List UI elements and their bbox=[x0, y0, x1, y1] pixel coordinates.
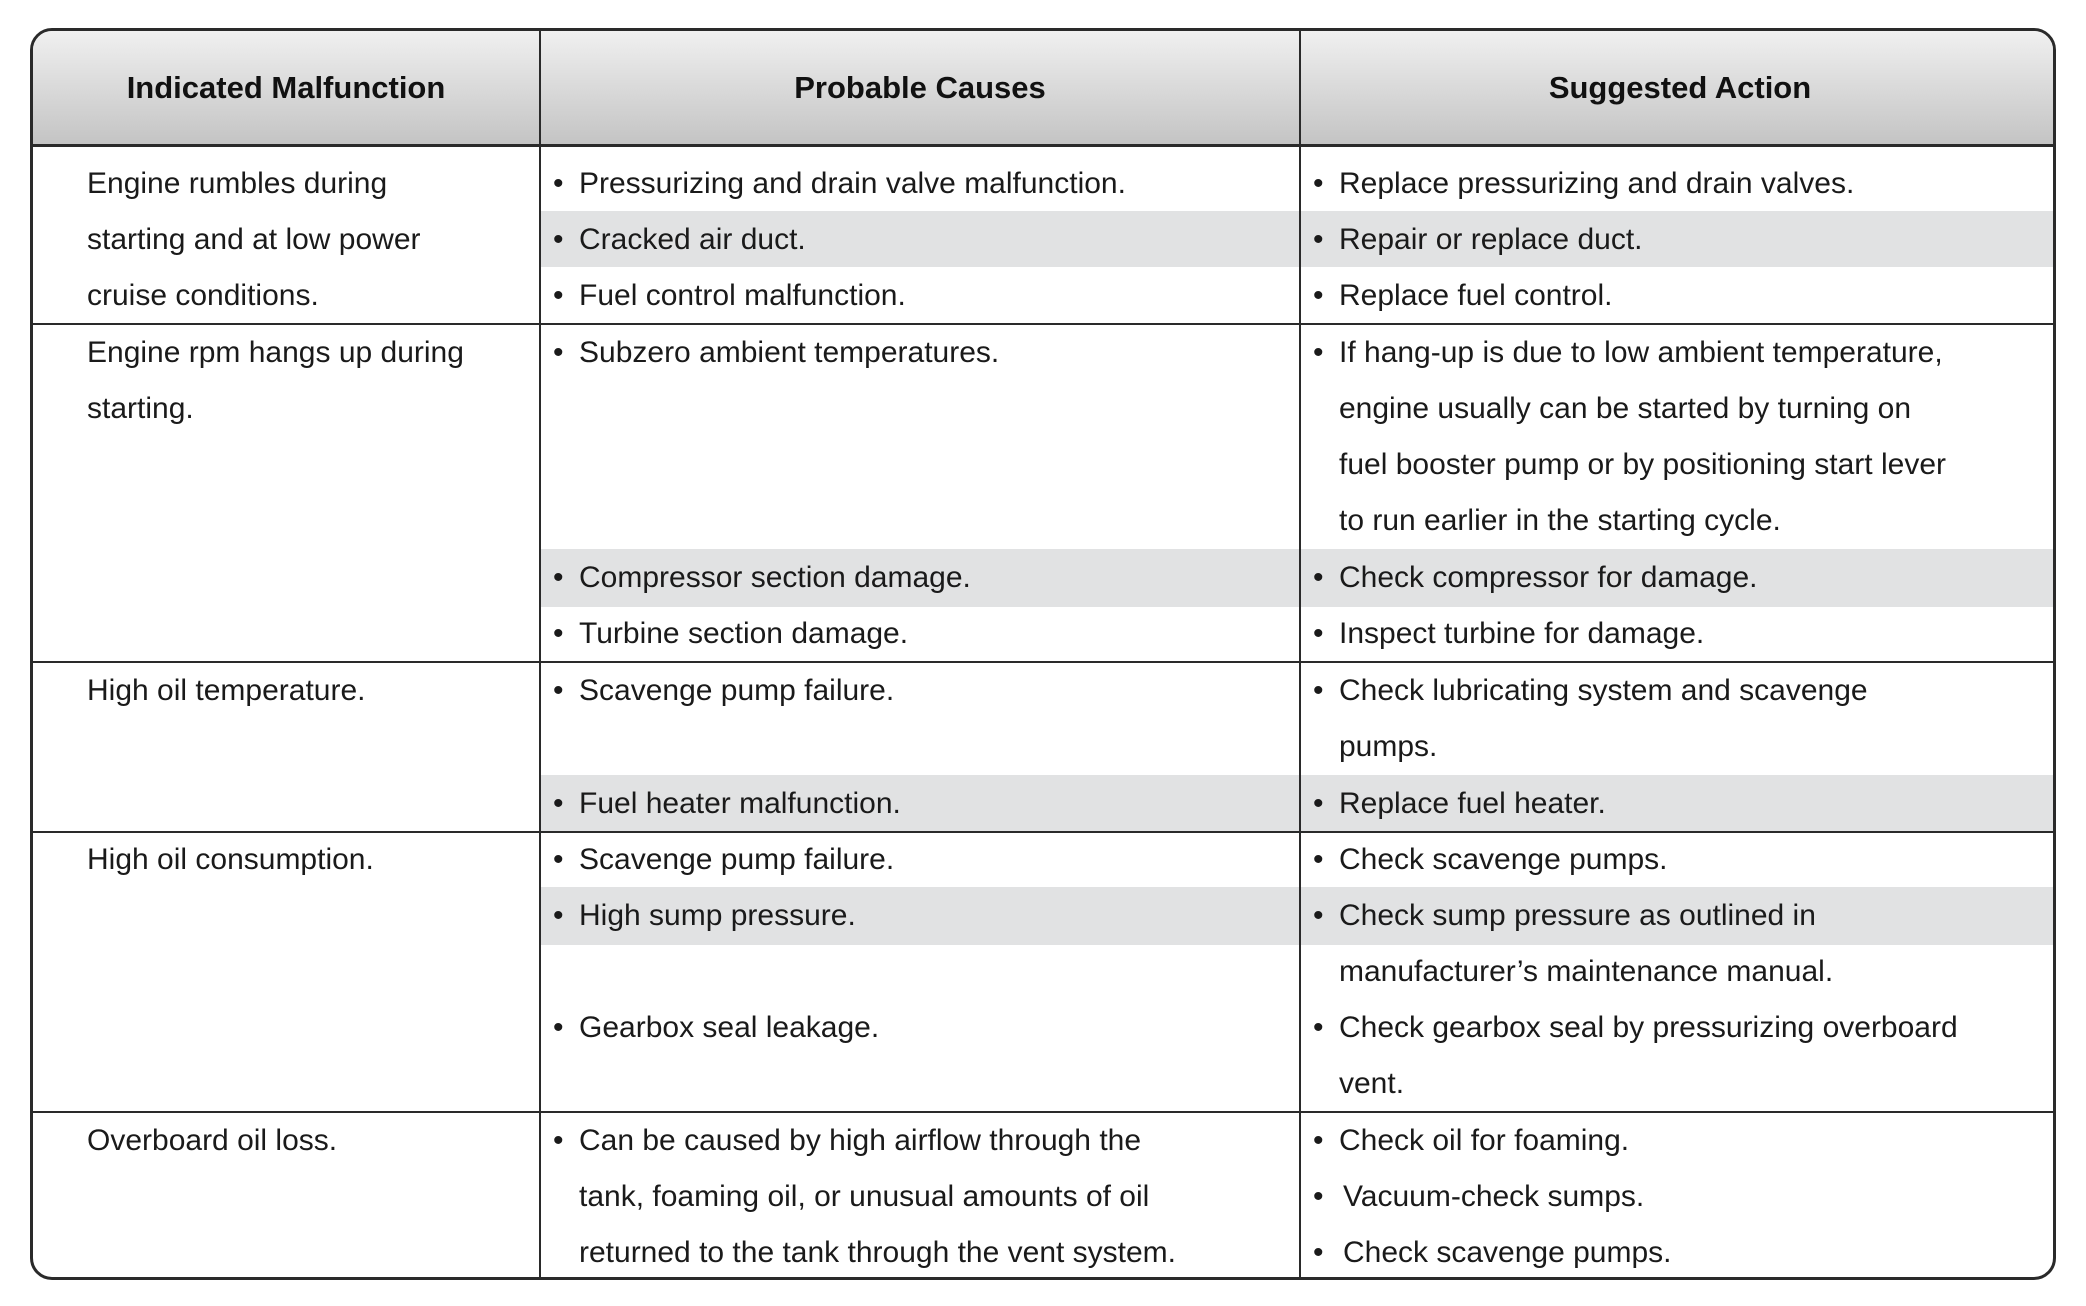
bullet-icon: • bbox=[1313, 336, 1324, 369]
row-divider bbox=[33, 661, 2053, 663]
malfunction-cell: Overboard oil loss. bbox=[87, 1124, 338, 1157]
action-item: Replace fuel control. bbox=[1339, 279, 1613, 312]
bullet-icon: • bbox=[1313, 1180, 1324, 1213]
cause-item: Cracked air duct. bbox=[579, 223, 806, 256]
cause-item: Gearbox seal leakage. bbox=[579, 1011, 880, 1044]
bullet-icon: • bbox=[1313, 674, 1324, 707]
cause-item: Fuel heater malfunction. bbox=[579, 787, 901, 820]
action-item: Check lubricating system and scavenge bbox=[1339, 674, 1868, 707]
bullet-icon: • bbox=[553, 843, 564, 876]
malfunction-cell: High oil temperature. bbox=[87, 674, 366, 707]
bullet-icon: • bbox=[1313, 899, 1324, 932]
cause-item: Pressurizing and drain valve malfunction. bbox=[579, 167, 1126, 200]
cause-item: tank, foaming oil, or unusual amounts of oil bbox=[579, 1180, 1150, 1213]
row-divider bbox=[33, 831, 2053, 833]
bullet-icon: • bbox=[1313, 167, 1324, 200]
cause-item: Fuel control malfunction. bbox=[579, 279, 906, 312]
action-item: Repair or replace duct. bbox=[1339, 223, 1643, 256]
bullet-icon: • bbox=[553, 787, 564, 820]
cause-item: returned to the tank through the vent system. bbox=[579, 1236, 1177, 1269]
header-causes: Probable Causes bbox=[794, 69, 1046, 105]
action-item: Replace pressurizing and drain valves. bbox=[1339, 167, 1855, 200]
bullet-icon: • bbox=[1313, 561, 1324, 594]
action-item: fuel booster pump or by positioning start lever bbox=[1339, 448, 1946, 481]
cause-item: Scavenge pump failure. bbox=[579, 674, 895, 707]
bullet-icon: • bbox=[1313, 1124, 1324, 1157]
malfunction-cell: Engine rpm hangs up during bbox=[87, 336, 464, 369]
action-item: to run earlier in the starting cycle. bbox=[1339, 504, 1781, 537]
cause-item: Subzero ambient temperatures. bbox=[579, 336, 1000, 369]
action-item: Check compressor for damage. bbox=[1339, 561, 1758, 594]
bullet-icon: • bbox=[553, 674, 564, 707]
column-divider bbox=[539, 31, 541, 1277]
action-item: engine usually can be started by turning on bbox=[1339, 392, 1912, 425]
bullet-icon: • bbox=[1313, 787, 1324, 820]
bullet-icon: • bbox=[553, 617, 564, 650]
bullet-icon: • bbox=[1313, 1011, 1324, 1044]
column-divider bbox=[1299, 31, 1301, 1277]
header-action: Suggested Action bbox=[1548, 69, 1812, 105]
action-item: pumps. bbox=[1339, 730, 1438, 763]
table-header bbox=[33, 31, 2053, 147]
cause-item: Scavenge pump failure. bbox=[579, 843, 895, 876]
action-item: manufacturer’s maintenance manual. bbox=[1339, 955, 1834, 988]
bullet-icon: • bbox=[553, 223, 564, 256]
malfunction-cell: High oil consumption. bbox=[87, 843, 374, 876]
bullet-icon: • bbox=[553, 561, 564, 594]
row-divider bbox=[33, 1111, 2053, 1113]
bullet-icon: • bbox=[553, 1124, 564, 1157]
troubleshooting-table bbox=[30, 28, 2056, 1280]
action-item: Check scavenge pumps. bbox=[1339, 843, 1668, 876]
action-item: Vacuum-check sumps. bbox=[1343, 1180, 1645, 1213]
malfunction-cell: Engine rumbles during bbox=[87, 167, 388, 200]
row-divider bbox=[33, 323, 2053, 325]
action-item: Check sump pressure as outlined in bbox=[1339, 899, 1816, 932]
cause-item: High sump pressure. bbox=[579, 899, 856, 932]
action-item: Replace fuel heater. bbox=[1339, 787, 1606, 820]
action-item: Check oil for foaming. bbox=[1339, 1124, 1630, 1157]
action-item: Inspect turbine for damage. bbox=[1339, 617, 1705, 650]
bullet-icon: • bbox=[1313, 1236, 1324, 1269]
bullet-icon: • bbox=[1313, 843, 1324, 876]
bullet-icon: • bbox=[553, 899, 564, 932]
action-item: Check scavenge pumps. bbox=[1343, 1236, 1672, 1269]
bullet-icon: • bbox=[553, 279, 564, 312]
bullet-icon: • bbox=[553, 1011, 564, 1044]
header-malfunction: Indicated Malfunction bbox=[126, 69, 446, 105]
cause-item: Can be caused by high airflow through the bbox=[579, 1124, 1142, 1157]
malfunction-cell: starting and at low power bbox=[87, 223, 421, 256]
bullet-icon: • bbox=[1313, 223, 1324, 256]
malfunction-cell: starting. bbox=[87, 392, 194, 425]
action-item: If hang-up is due to low ambient temperature, bbox=[1339, 336, 1943, 369]
bullet-icon: • bbox=[553, 336, 564, 369]
action-item: Check gearbox seal by pressurizing overboard bbox=[1339, 1011, 1958, 1044]
bullet-icon: • bbox=[553, 167, 564, 200]
bullet-icon: • bbox=[1313, 617, 1324, 650]
malfunction-cell: cruise conditions. bbox=[87, 279, 319, 312]
action-item: vent. bbox=[1339, 1067, 1405, 1100]
cause-item: Turbine section damage. bbox=[579, 617, 909, 650]
cause-item: Compressor section damage. bbox=[579, 561, 971, 594]
bullet-icon: • bbox=[1313, 279, 1324, 312]
